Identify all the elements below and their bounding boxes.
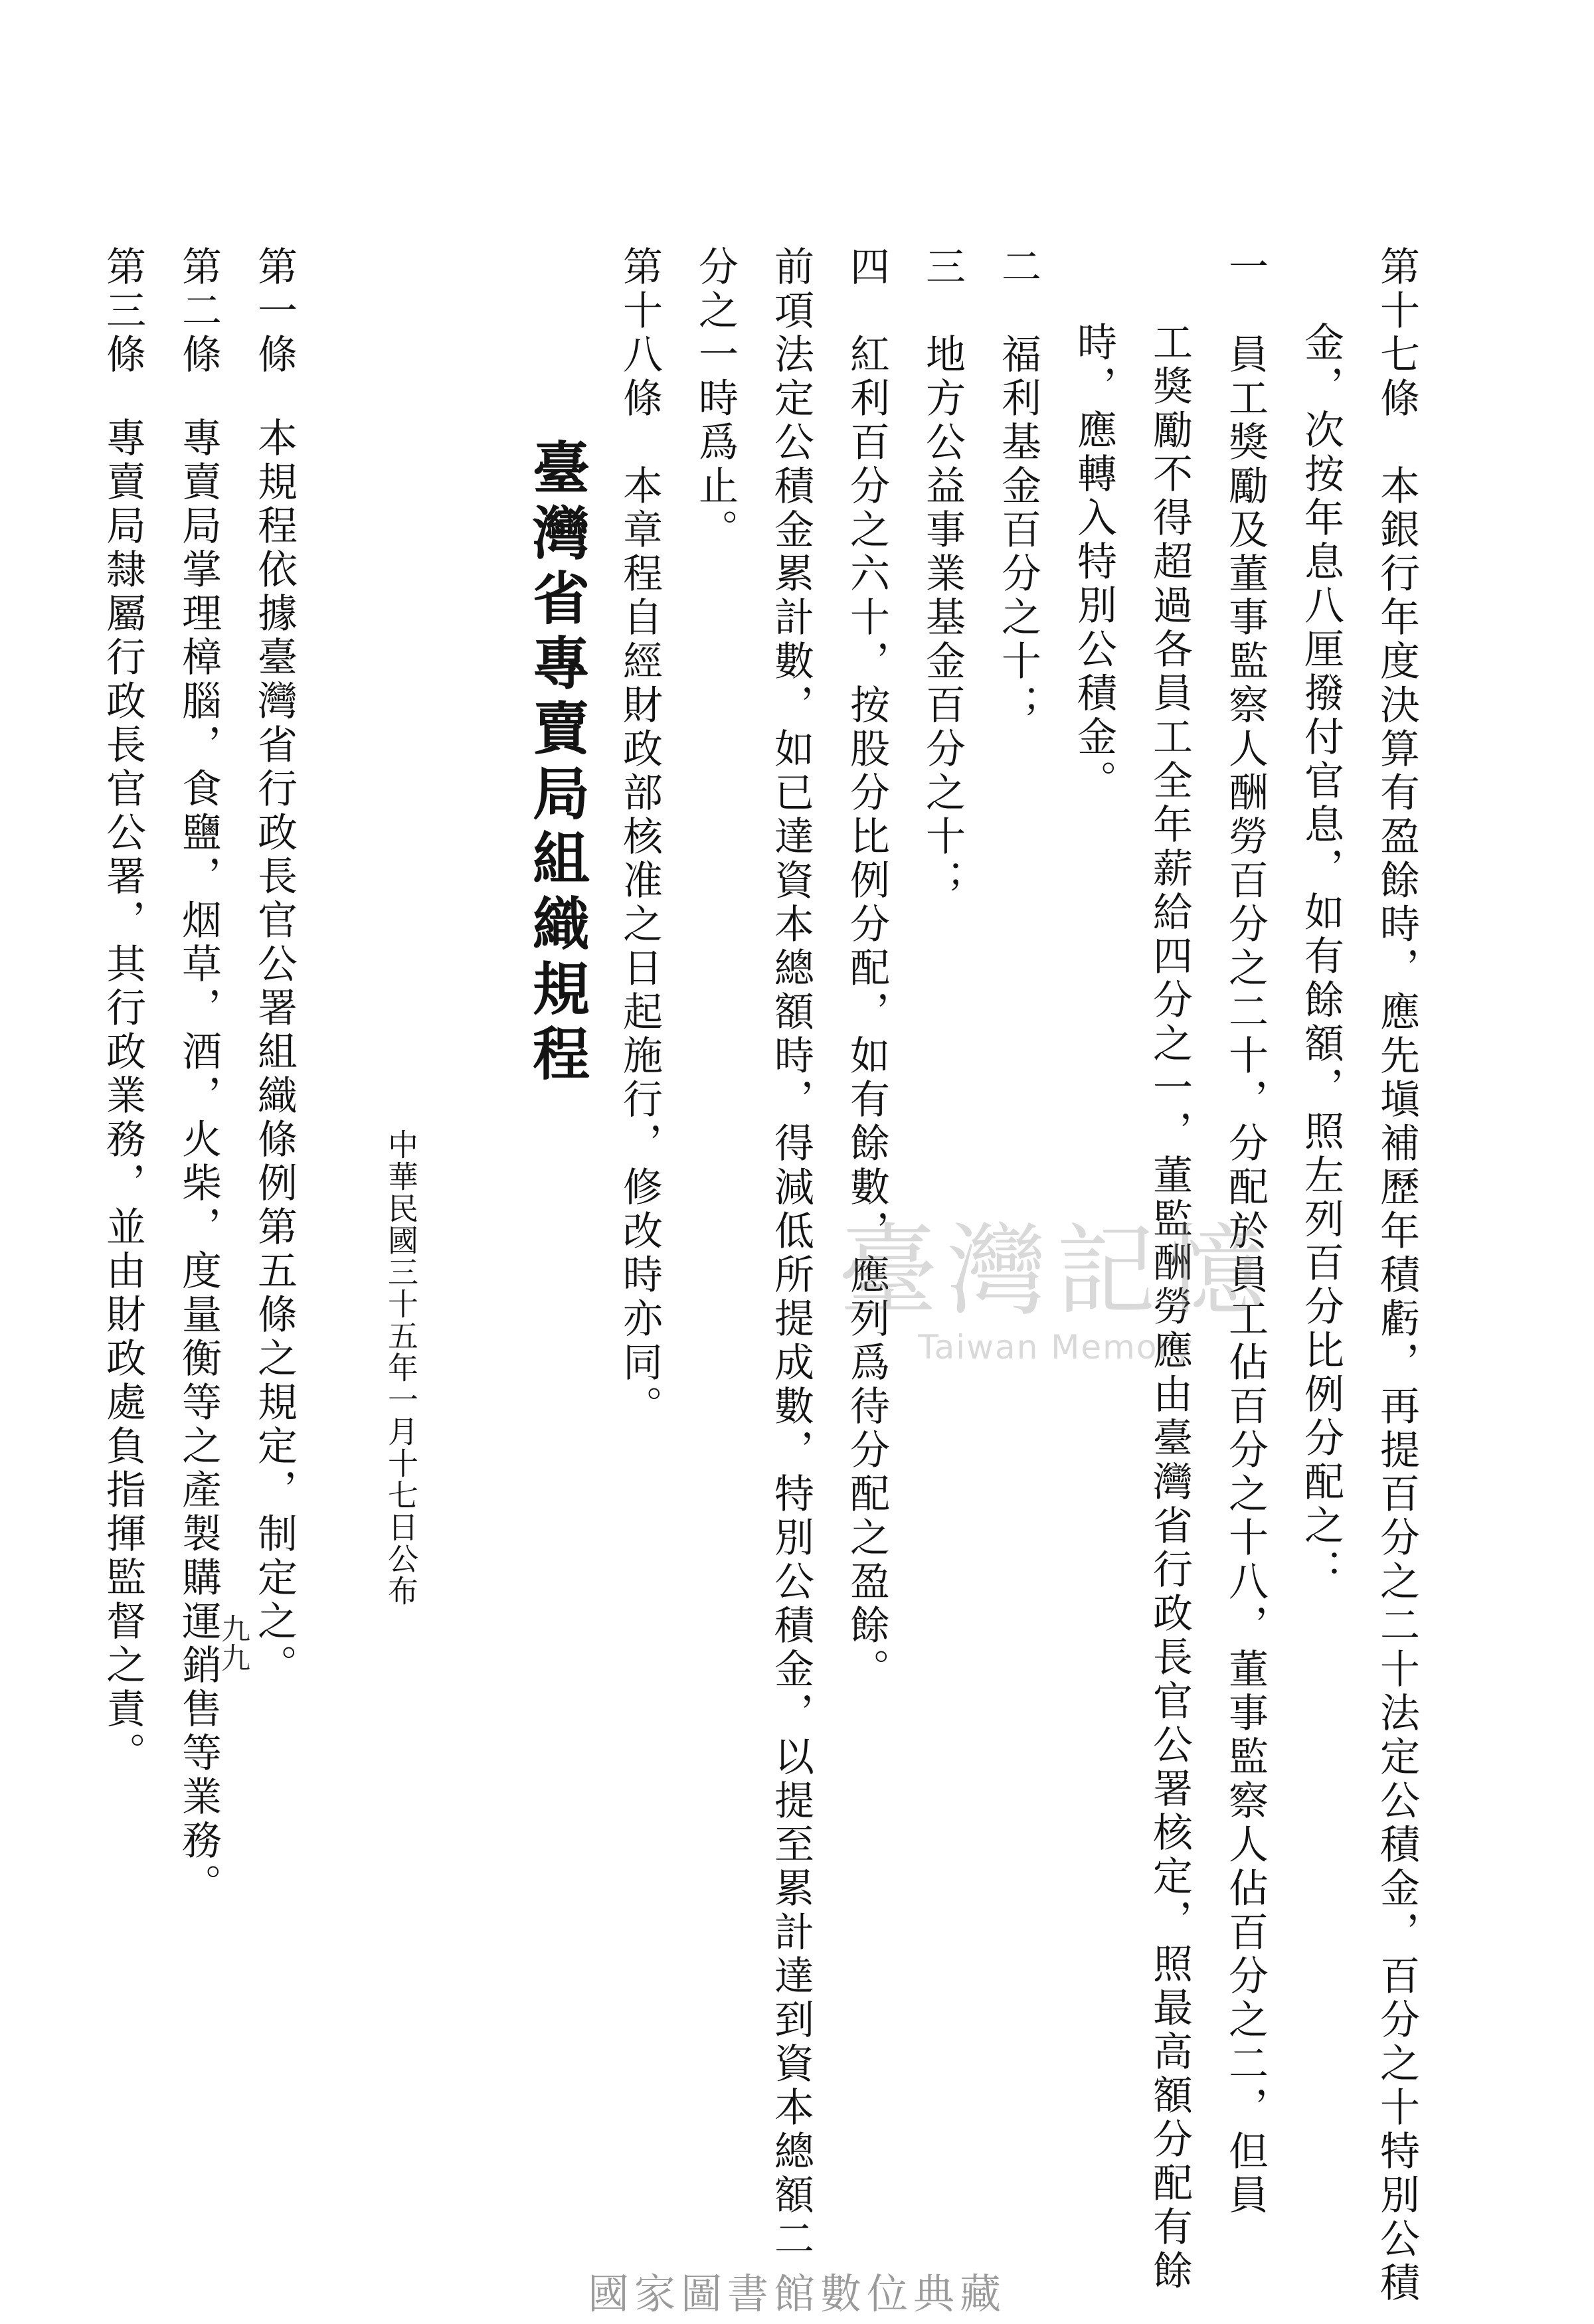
item-4: 四 紅利百分之六十，按股分比例分配，如有餘數，應列爲待分配之盈餘。: [843, 246, 890, 1692]
watermark-chinese: 臺灣記憶: [838, 1214, 1274, 1329]
article-text: 專賣局掌理樟腦，食鹽，烟草，酒，火柴，度量衡等之產製購運銷售等業務。: [175, 417, 222, 1907]
monopoly-article-3: [85, 246, 161, 1906]
article-text: 本規程依據臺灣省行政長官公署組織條例第五條之規定，制定之。: [251, 417, 298, 1688]
promulgation-date: 中華民國三十五年一月十七日公布: [383, 1129, 419, 1607]
item-2: 二 福利基金百分之十；: [995, 246, 1041, 728]
article-18: 第十八條 本章程自經財政部核准之日起施行，修改時亦同。: [616, 246, 663, 1429]
item-3: 三 地方公益事業基金百分之十；: [919, 246, 966, 903]
library-footer: 國家圖書館數位典藏: [587, 2270, 1006, 2318]
article-17-line-2: 金，次按年息八厘撥付官息，如有餘額，照左列百分比例分配之：: [1298, 321, 1344, 1592]
article-text: 專賣局隸屬行政長官公署，其行政業務，並由財政處負指揮監督之責。: [100, 417, 146, 1776]
reserve-line-1: 前項法定公積金累計數，如已達資本總額時，得減低所提成數，特別公積金，以提至累計達到資本總額二: [768, 246, 814, 2262]
page-number: 九九: [216, 1614, 250, 1672]
reserve-line-2: 分之一時爲止。: [692, 246, 739, 552]
article-label: 第一條: [251, 246, 298, 377]
item-1-line-3: 時，應轉入特別公積金。: [1071, 321, 1117, 803]
item-1-line-1: 一 員工獎勵及董事監察人酬勞百分之二十，分配於員工佔百分之十八，董事監察人佔百分之二，但員: [1222, 246, 1269, 2218]
article-label: 第二條: [175, 246, 222, 377]
watermark-english: Taiwan Memory: [918, 1328, 1194, 1367]
item-1-line-2: 工獎勵不得超過各員工全年薪給四分之一，董監酬勞應由臺灣省行政長官公署核定，照最高額分配有餘: [1146, 321, 1193, 2293]
regulation-title: 臺灣省專賣局組織規程: [523, 438, 590, 1089]
article-label: 第三條: [100, 246, 146, 377]
article-17-line-1: 第十七條 本銀行年度決算有盈餘時，應先塡補歷年積虧，再提百分之二十法定公積金，百分之十特別公積: [1373, 246, 1420, 2305]
